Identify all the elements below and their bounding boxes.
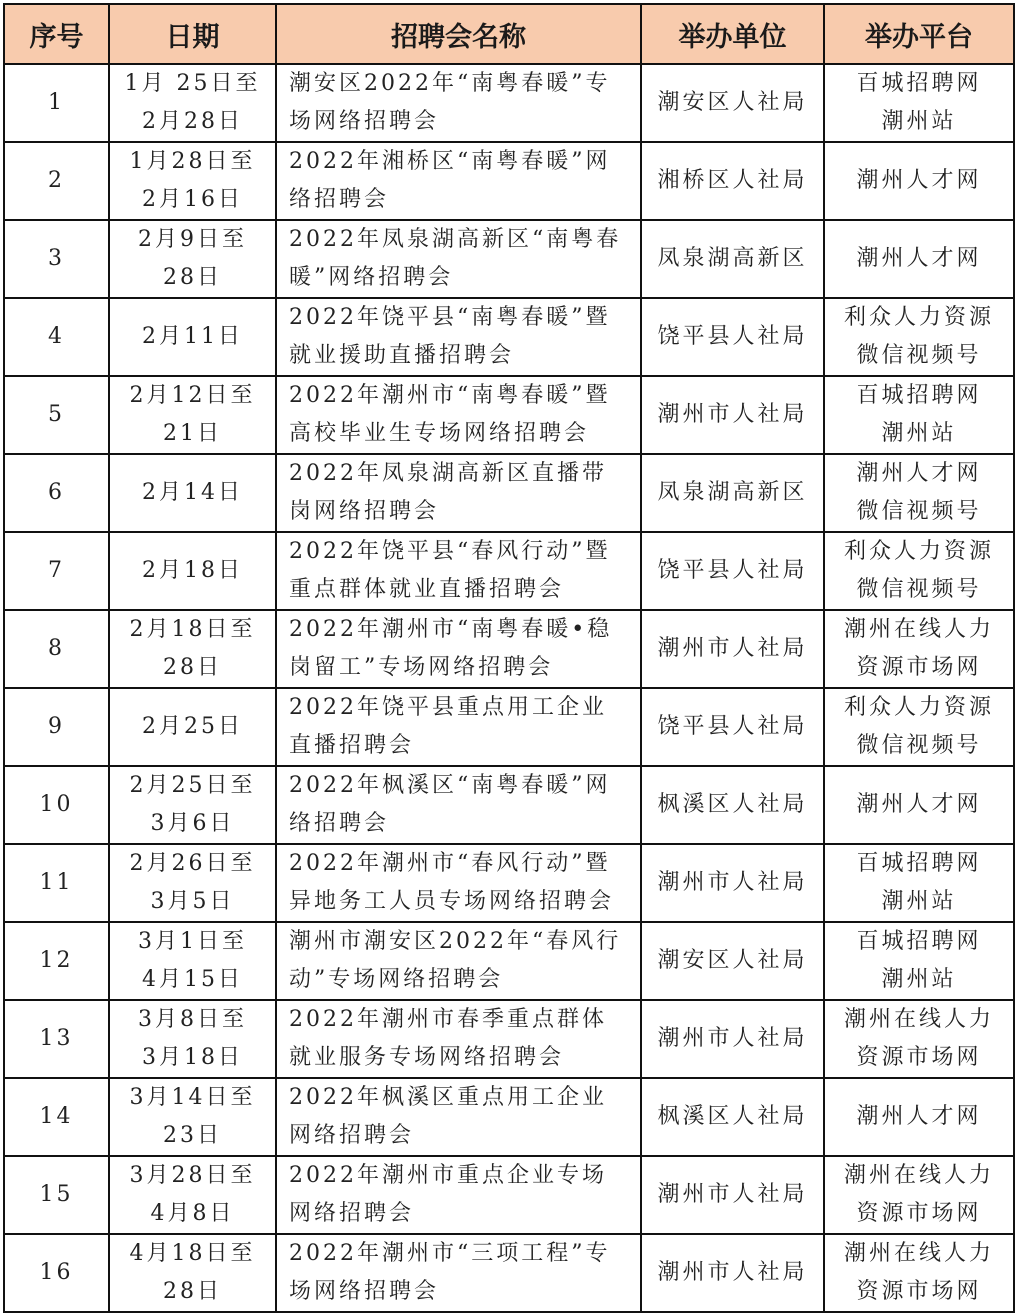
cell-platform-line: 潮州站 xyxy=(881,967,957,992)
cell-name-line: 络招聘会 xyxy=(289,187,390,212)
cell-platform-line: 百城招聘网 xyxy=(856,71,982,96)
cell-name xyxy=(276,220,641,298)
cell-platform xyxy=(824,1234,1014,1312)
cell-date-line: 3月18日 xyxy=(142,1045,243,1070)
cell-platform-line: 百城招聘网 xyxy=(856,929,982,954)
table-header-row xyxy=(4,4,1014,64)
cell-date-line: 2月9日至 xyxy=(138,227,247,252)
cell-name-line: 高校毕业生专场网络招聘会 xyxy=(289,421,590,446)
cell-org-line: 枫溪区人社局 xyxy=(657,1104,808,1129)
cell-org xyxy=(641,610,824,688)
cell-org xyxy=(641,1234,824,1312)
cell-date xyxy=(109,766,276,844)
job-fair-table xyxy=(3,3,1015,1313)
cell-org xyxy=(641,454,824,532)
cell-platform-line: 微信视频号 xyxy=(856,577,982,602)
cell-date-line: 2月11日 xyxy=(142,324,243,349)
cell-date-line: 2月18日至 xyxy=(129,617,256,642)
table-row xyxy=(4,766,1014,844)
cell-name xyxy=(276,1000,641,1078)
cell-platform xyxy=(824,610,1014,688)
table-row xyxy=(4,922,1014,1000)
cell-platform-line: 潮州人才网 xyxy=(856,168,982,193)
cell-no-line: 2 xyxy=(48,168,65,193)
cell-org-line: 潮安区人社局 xyxy=(657,948,808,973)
cell-date xyxy=(109,1000,276,1078)
cell-name-line: 2022年凤泉湖高新区直播带 xyxy=(289,461,607,486)
cell-date-line: 2月14日 xyxy=(142,480,243,505)
cell-name-line: 络招聘会 xyxy=(289,811,390,836)
cell-platform xyxy=(824,688,1014,766)
cell-platform xyxy=(824,220,1014,298)
cell-date xyxy=(109,220,276,298)
cell-date xyxy=(109,298,276,376)
cell-name-line: 网络招聘会 xyxy=(289,1123,415,1148)
cell-date xyxy=(109,64,276,142)
cell-date-line: 23日 xyxy=(163,1123,222,1148)
cell-org-line: 饶平县人社局 xyxy=(657,324,808,349)
table-row xyxy=(4,532,1014,610)
cell-platform xyxy=(824,844,1014,922)
table-row xyxy=(4,220,1014,298)
cell-org xyxy=(641,688,824,766)
cell-no xyxy=(4,610,109,688)
cell-platform-line: 百城招聘网 xyxy=(856,383,982,408)
cell-date xyxy=(109,922,276,1000)
cell-name-line: 2022年潮州市“春风行动”暨 xyxy=(289,851,611,876)
cell-platform-line: 利众人力资源 xyxy=(843,305,994,330)
cell-platform xyxy=(824,298,1014,376)
table-row xyxy=(4,1000,1014,1078)
table-row xyxy=(4,1078,1014,1156)
cell-org-line: 潮州市人社局 xyxy=(657,636,808,661)
cell-no xyxy=(4,376,109,454)
cell-no xyxy=(4,298,109,376)
cell-org xyxy=(641,766,824,844)
cell-org xyxy=(641,220,824,298)
cell-date xyxy=(109,610,276,688)
cell-date xyxy=(109,1078,276,1156)
cell-platform-line: 潮州人才网 xyxy=(856,1104,982,1129)
cell-name xyxy=(276,1156,641,1234)
cell-name-line: 2022年潮州市重点企业专场 xyxy=(289,1163,607,1188)
cell-no xyxy=(4,454,109,532)
cell-platform-line: 潮州在线人力 xyxy=(843,1241,994,1266)
cell-name-line: 潮安区2022年“南粤春暖”专 xyxy=(289,71,611,96)
cell-name xyxy=(276,1078,641,1156)
cell-name xyxy=(276,376,641,454)
cell-org-line: 潮州市人社局 xyxy=(657,1260,808,1285)
cell-date xyxy=(109,142,276,220)
cell-platform-line: 潮州人才网 xyxy=(856,792,982,817)
cell-platform-line: 潮州站 xyxy=(881,889,957,914)
cell-date-line: 2月26日至 xyxy=(129,851,256,876)
cell-date xyxy=(109,688,276,766)
cell-platform-line: 利众人力资源 xyxy=(843,539,994,564)
cell-date-line: 2月12日至 xyxy=(129,383,256,408)
cell-no xyxy=(4,1156,109,1234)
cell-org xyxy=(641,1078,824,1156)
table-row xyxy=(4,1156,1014,1234)
cell-no xyxy=(4,64,109,142)
cell-date xyxy=(109,844,276,922)
cell-name-line: 异地务工人员专场网络招聘会 xyxy=(289,889,615,914)
table-row xyxy=(4,610,1014,688)
cell-no-line: 13 xyxy=(39,1026,74,1051)
cell-no-line: 10 xyxy=(39,792,74,817)
cell-org xyxy=(641,64,824,142)
cell-platform xyxy=(824,454,1014,532)
cell-org-line: 凤泉湖高新区 xyxy=(657,246,808,271)
cell-date xyxy=(109,1156,276,1234)
cell-platform-line: 潮州站 xyxy=(881,421,957,446)
cell-date-line: 2月28日 xyxy=(142,109,243,134)
cell-name xyxy=(276,532,641,610)
cell-no xyxy=(4,688,109,766)
cell-platform xyxy=(824,922,1014,1000)
cell-date-line: 2月16日 xyxy=(142,187,243,212)
cell-date-line: 2月25日至 xyxy=(129,773,256,798)
cell-platform xyxy=(824,1156,1014,1234)
cell-platform-line: 潮州站 xyxy=(881,109,957,134)
cell-date xyxy=(109,532,276,610)
cell-name xyxy=(276,142,641,220)
cell-no xyxy=(4,142,109,220)
cell-org-line: 湘桥区人社局 xyxy=(657,168,808,193)
cell-name-line: 2022年湘桥区“南粤春暖”网 xyxy=(289,149,611,174)
cell-org xyxy=(641,922,824,1000)
cell-name xyxy=(276,64,641,142)
cell-platform-line: 潮州在线人力 xyxy=(843,1163,994,1188)
cell-no-line: 4 xyxy=(48,324,65,349)
cell-date xyxy=(109,1234,276,1312)
cell-name-line: 场网络招聘会 xyxy=(289,1279,440,1304)
cell-name-line: 2022年枫溪区“南粤春暖”网 xyxy=(289,773,611,798)
cell-no-line: 6 xyxy=(48,480,65,505)
cell-org xyxy=(641,1156,824,1234)
cell-org-line: 潮州市人社局 xyxy=(657,1182,808,1207)
cell-name xyxy=(276,766,641,844)
cell-platform-line: 潮州在线人力 xyxy=(843,1007,994,1032)
cell-platform-line: 微信视频号 xyxy=(856,499,982,524)
cell-no xyxy=(4,1234,109,1312)
cell-platform xyxy=(824,64,1014,142)
table-row xyxy=(4,844,1014,922)
cell-no xyxy=(4,1078,109,1156)
cell-org xyxy=(641,376,824,454)
cell-platform xyxy=(824,142,1014,220)
cell-name-line: 2022年枫溪区重点用工企业 xyxy=(289,1085,607,1110)
cell-date-line: 3月5日 xyxy=(150,889,235,914)
table-row xyxy=(4,142,1014,220)
table-row xyxy=(4,454,1014,532)
cell-org-line: 潮安区人社局 xyxy=(657,90,808,115)
cell-no xyxy=(4,922,109,1000)
cell-no xyxy=(4,844,109,922)
cell-name-line: 场网络招聘会 xyxy=(289,109,440,134)
cell-name xyxy=(276,688,641,766)
cell-platform-line: 利众人力资源 xyxy=(843,695,994,720)
cell-no-line: 11 xyxy=(39,870,74,895)
cell-platform-line: 潮州人才网 xyxy=(856,461,982,486)
cell-no-line: 15 xyxy=(39,1182,74,1207)
cell-name-line: 2022年凤泉湖高新区“南粤春 xyxy=(289,227,622,252)
table-row xyxy=(4,1234,1014,1312)
cell-date-line: 4月15日 xyxy=(142,967,243,992)
cell-org-line: 饶平县人社局 xyxy=(657,558,808,583)
header-name: 招聘会名称 xyxy=(276,4,641,64)
cell-org xyxy=(641,1000,824,1078)
cell-name xyxy=(276,1234,641,1312)
cell-name-line: 直播招聘会 xyxy=(289,733,415,758)
table-row xyxy=(4,64,1014,142)
cell-platform xyxy=(824,1000,1014,1078)
cell-no-line: 8 xyxy=(48,636,65,661)
cell-org-line: 饶平县人社局 xyxy=(657,714,808,739)
cell-org-line: 潮州市人社局 xyxy=(657,402,808,427)
cell-no-line: 5 xyxy=(48,402,65,427)
cell-date xyxy=(109,454,276,532)
cell-platform-line: 资源市场网 xyxy=(856,1045,982,1070)
cell-org-line: 枫溪区人社局 xyxy=(657,792,808,817)
cell-name-line: 网络招聘会 xyxy=(289,1201,415,1226)
cell-platform-line: 潮州在线人力 xyxy=(843,617,994,642)
cell-org xyxy=(641,142,824,220)
cell-date-line: 28日 xyxy=(163,1279,222,1304)
cell-date-line: 3月8日至 xyxy=(138,1007,247,1032)
cell-date-line: 1月28日至 xyxy=(129,149,256,174)
cell-name-line: 就业服务专场网络招聘会 xyxy=(289,1045,565,1070)
cell-name xyxy=(276,454,641,532)
cell-name xyxy=(276,844,641,922)
cell-name-line: 2022年饶平县“春风行动”暨 xyxy=(289,539,611,564)
cell-no-line: 16 xyxy=(39,1260,74,1285)
header-platform: 举办平台 xyxy=(824,4,1014,64)
cell-date-line: 1月 25日至 xyxy=(124,71,261,96)
header-no: 序号 xyxy=(4,4,109,64)
cell-date-line: 28日 xyxy=(163,655,222,680)
cell-platform xyxy=(824,766,1014,844)
cell-no-line: 9 xyxy=(48,714,65,739)
header-org: 举办单位 xyxy=(641,4,824,64)
cell-name-line: 2022年潮州市春季重点群体 xyxy=(289,1007,607,1032)
cell-name-line: 重点群体就业直播招聘会 xyxy=(289,577,565,602)
cell-org xyxy=(641,298,824,376)
cell-name-line: 2022年潮州市“南粤春暖”暨 xyxy=(289,383,611,408)
cell-name-line: 暖”网络招聘会 xyxy=(289,265,454,290)
cell-platform-line: 资源市场网 xyxy=(856,655,982,680)
cell-no xyxy=(4,1000,109,1078)
cell-platform-line: 百城招聘网 xyxy=(856,851,982,876)
cell-no-line: 1 xyxy=(48,90,65,115)
cell-no-line: 12 xyxy=(39,948,74,973)
cell-date-line: 28日 xyxy=(163,265,222,290)
cell-org-line: 潮州市人社局 xyxy=(657,1026,808,1051)
cell-name-line: 岗留工”专场网络招聘会 xyxy=(289,655,554,680)
cell-date-line: 3月6日 xyxy=(150,811,235,836)
cell-date-line: 21日 xyxy=(163,421,222,446)
cell-name-line: 2022年饶平县“南粤春暖”暨 xyxy=(289,305,611,330)
cell-date xyxy=(109,376,276,454)
cell-platform-line: 资源市场网 xyxy=(856,1279,982,1304)
cell-no xyxy=(4,532,109,610)
cell-name-line: 动”专场网络招聘会 xyxy=(289,967,504,992)
cell-date-line: 4月18日至 xyxy=(129,1241,256,1266)
cell-platform-line: 微信视频号 xyxy=(856,343,982,368)
cell-no xyxy=(4,766,109,844)
cell-platform-line: 资源市场网 xyxy=(856,1201,982,1226)
cell-no-line: 7 xyxy=(48,558,65,583)
cell-name-line: 岗网络招聘会 xyxy=(289,499,440,524)
cell-org xyxy=(641,532,824,610)
cell-name-line: 2022年潮州市“三项工程”专 xyxy=(289,1241,611,1266)
cell-date-line: 3月1日至 xyxy=(138,929,247,954)
cell-name-line: 2022年潮州市“南粤春暖•稳 xyxy=(289,617,613,642)
cell-platform xyxy=(824,1078,1014,1156)
cell-platform xyxy=(824,376,1014,454)
cell-name xyxy=(276,298,641,376)
cell-no xyxy=(4,220,109,298)
table-row xyxy=(4,298,1014,376)
cell-date-line: 4月8日 xyxy=(150,1201,235,1226)
cell-date-line: 2月25日 xyxy=(142,714,243,739)
header-date: 日期 xyxy=(109,4,276,64)
table-row xyxy=(4,376,1014,454)
cell-platform xyxy=(824,532,1014,610)
cell-name xyxy=(276,922,641,1000)
cell-date-line: 2月18日 xyxy=(142,558,243,583)
cell-date-line: 3月14日至 xyxy=(129,1085,256,1110)
cell-name-line: 潮州市潮安区2022年“春风行 xyxy=(289,929,622,954)
table-row xyxy=(4,688,1014,766)
cell-name xyxy=(276,610,641,688)
cell-platform-line: 潮州人才网 xyxy=(856,246,982,271)
cell-org xyxy=(641,844,824,922)
cell-no-line: 14 xyxy=(39,1104,74,1129)
cell-name-line: 就业援助直播招聘会 xyxy=(289,343,515,368)
cell-org-line: 潮州市人社局 xyxy=(657,870,808,895)
cell-no-line: 3 xyxy=(48,246,65,271)
cell-name-line: 2022年饶平县重点用工企业 xyxy=(289,695,607,720)
cell-platform-line: 微信视频号 xyxy=(856,733,982,758)
cell-org-line: 凤泉湖高新区 xyxy=(657,480,808,505)
cell-date-line: 3月28日至 xyxy=(129,1163,256,1188)
